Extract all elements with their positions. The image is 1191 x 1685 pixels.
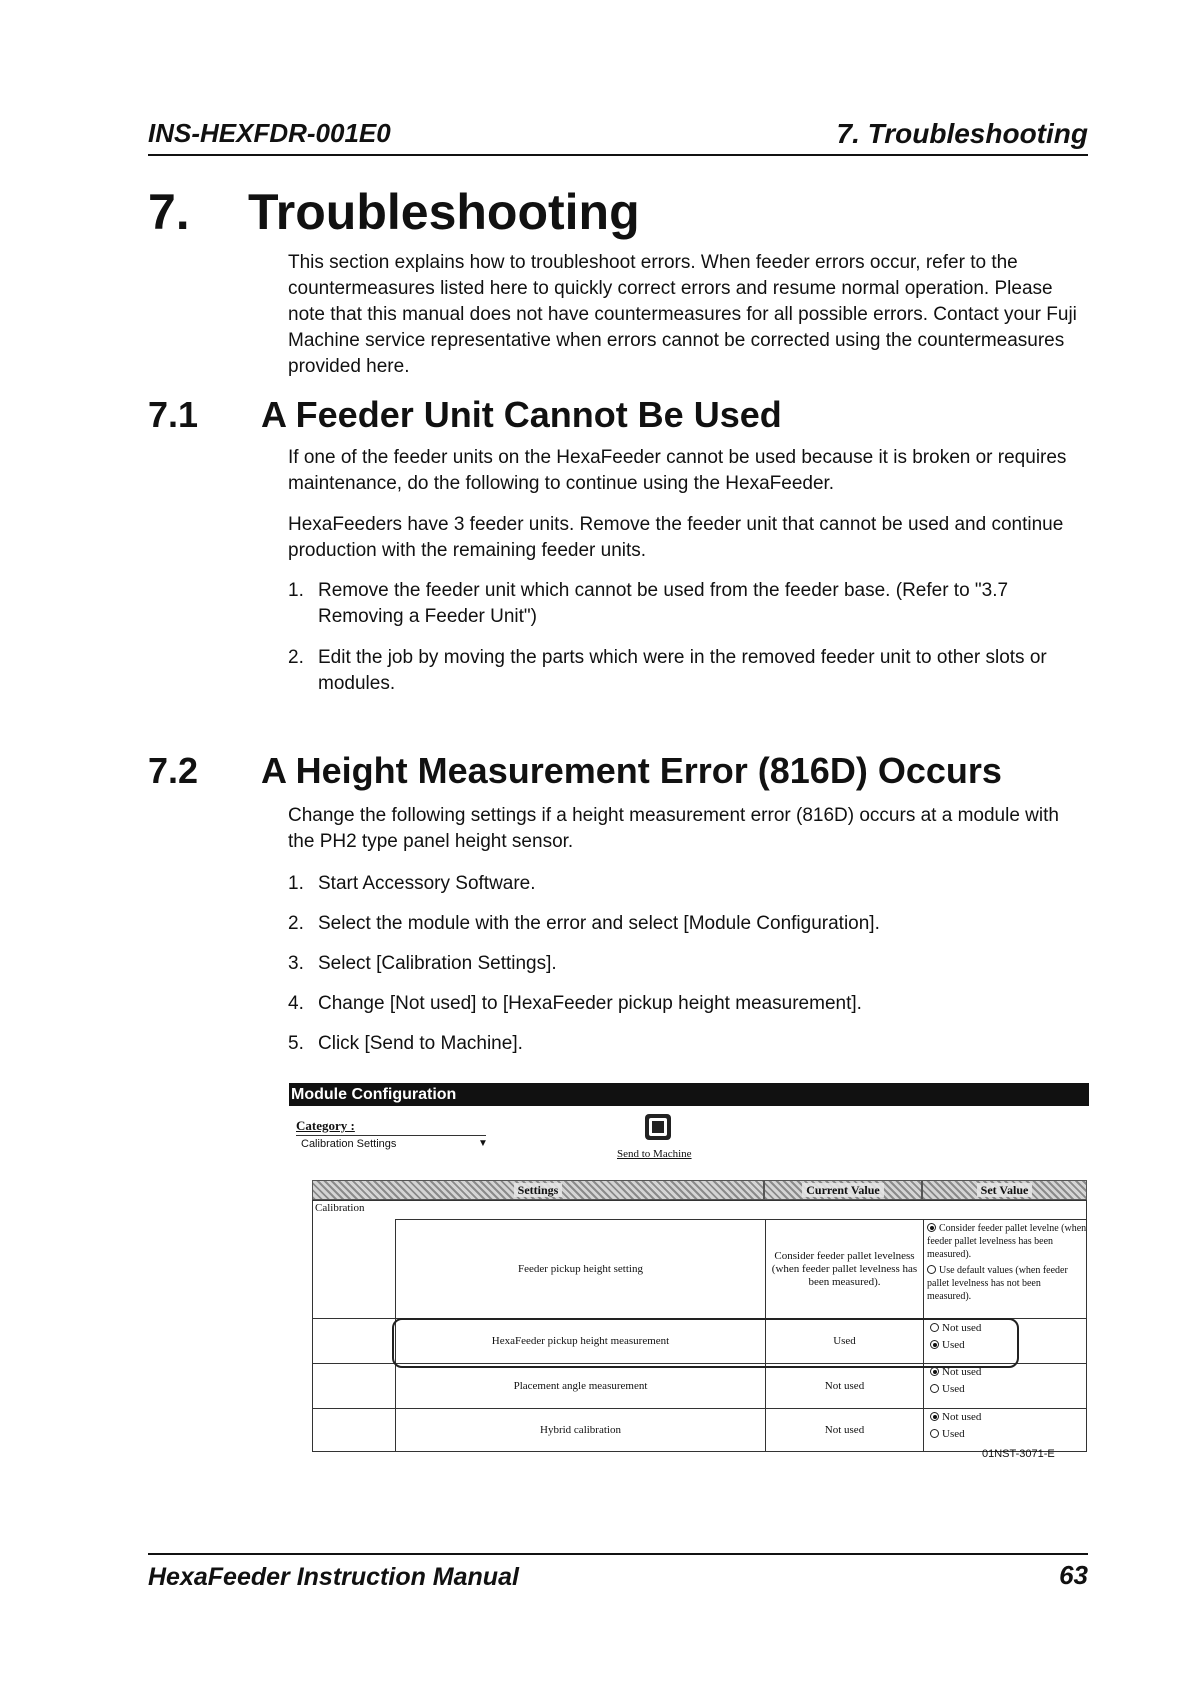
send-to-machine-button[interactable]: Send to Machine xyxy=(617,1148,692,1160)
table-row-current: Not used xyxy=(765,1363,923,1408)
highlight-outline xyxy=(392,1318,1019,1368)
section1-paragraph-2: HexaFeeders have 3 feeder units. Remove the feeder unit that cannot be used and continue production with the remaining feeder units. xyxy=(288,514,1064,561)
table-row-current: Not used xyxy=(765,1408,923,1451)
section-heading-7-1 xyxy=(148,394,782,436)
radio-selected-icon[interactable] xyxy=(930,1412,939,1421)
table-row-current: Consider feeder pallet levelness (when feeder pallet levelness has been measured). xyxy=(765,1219,923,1318)
chapter-intro: This section explains how to troubleshoot errors. When feeder errors occur, refer to the countermeasures listed here to quickly correct errors and resume normal operation. Please note that this manual does not have countermeasures for all possible errors. Contact your Fuji Machine service representative when errors cannot be corrected using the countermeasures provided here. xyxy=(288,252,1077,377)
radio-group-hybrid-calibration xyxy=(930,1411,981,1441)
chapter-heading xyxy=(148,183,640,241)
section-number: 7.2 xyxy=(148,750,199,791)
table-row-name: HexaFeeder pickup height measurement xyxy=(395,1318,765,1363)
radio-icon[interactable] xyxy=(930,1429,939,1438)
table-row-current: Used xyxy=(765,1318,923,1363)
table-row-name: Feeder pickup height setting xyxy=(395,1219,765,1318)
radio-option[interactable]: Not used xyxy=(930,1322,981,1335)
radio-selected-icon[interactable] xyxy=(930,1367,939,1376)
figure-id: 01NST-3071-E xyxy=(982,1448,1055,1460)
step-text: Click [Send to Machine]. xyxy=(318,1033,523,1054)
header-doc-id: INS-HEXFDR-001E0 xyxy=(148,118,391,148)
section-title: A Feeder Unit Cannot Be Used xyxy=(261,394,782,435)
footer-rule xyxy=(148,1553,1088,1555)
step-text: Select [Calibration Settings]. xyxy=(318,953,557,974)
send-to-machine-icon[interactable] xyxy=(643,1112,673,1142)
radio-icon[interactable] xyxy=(927,1265,936,1274)
chapter-number: 7. xyxy=(148,184,190,240)
radio-option[interactable]: Not used xyxy=(930,1411,981,1424)
footer-manual-title: HexaFeeder Instruction Manual xyxy=(148,1563,519,1591)
section2-paragraph-1: Change the following settings if a height measurement error (816D) occurs at a module with the PH2 type panel height sensor. xyxy=(288,805,1059,852)
section1-paragraph-1: If one of the feeder units on the HexaFeeder cannot be used because it is broken or requires maintenance, do the following to continue using the HexaFeeder. xyxy=(288,447,1067,494)
list-item xyxy=(288,951,1088,977)
step-text: Select the module with the error and select [Module Configuration]. xyxy=(318,913,880,934)
radio-icon[interactable] xyxy=(930,1384,939,1393)
module-configuration-titlebar: Module Configuration xyxy=(289,1083,1089,1106)
list-item xyxy=(288,871,1088,897)
list-item xyxy=(288,578,1088,630)
step-text: Edit the job by moving the parts which were in the removed feeder unit to other slots or modules. xyxy=(318,647,1047,694)
list-item xyxy=(288,1031,1088,1057)
radio-option[interactable]: Not used xyxy=(930,1366,981,1379)
header-chapter: 7. Troubleshooting xyxy=(836,118,1088,149)
step-text: Remove the feeder unit which cannot be used from the feeder base. (Refer to "3.7 Removing a Feeder Unit") xyxy=(318,580,1009,627)
table-row-name: Placement angle measurement xyxy=(395,1363,765,1408)
step-number: 4. xyxy=(288,993,304,1014)
step-number: 2. xyxy=(288,913,304,934)
step-text: Change [Not used] to [HexaFeeder pickup height measurement]. xyxy=(318,993,862,1014)
radio-option[interactable]: Used xyxy=(930,1428,981,1441)
chevron-down-icon[interactable]: ▼ xyxy=(478,1138,488,1149)
radio-option[interactable]: Consider feeder pallet levelne (when feeder pallet levelness has been measured). xyxy=(927,1223,1087,1260)
category-underline xyxy=(296,1135,486,1136)
step-number: 2. xyxy=(288,647,304,668)
column-header-set-value: Set Value xyxy=(922,1180,1087,1200)
column-header-settings: Settings xyxy=(312,1180,764,1200)
table-row-name: Hybrid calibration xyxy=(395,1408,765,1451)
list-item xyxy=(288,645,1088,697)
list-item xyxy=(288,991,1088,1017)
category-select[interactable]: Calibration Settings xyxy=(301,1138,397,1150)
radio-group-feeder-pickup xyxy=(927,1222,1087,1303)
step-number: 3. xyxy=(288,953,304,974)
section-number: 7.1 xyxy=(148,394,199,435)
page-number: 63 xyxy=(1059,1560,1088,1590)
step-number: 1. xyxy=(288,873,304,894)
step-number: 1. xyxy=(288,580,304,601)
section-title: A Height Measurement Error (816D) Occurs xyxy=(261,750,1002,791)
step-number: 5. xyxy=(288,1033,304,1054)
radio-group-placement-angle xyxy=(930,1366,981,1396)
group-label-calibration: Calibration xyxy=(315,1202,365,1214)
category-label: Category : xyxy=(296,1118,355,1133)
chapter-title: Troubleshooting xyxy=(248,184,640,240)
radio-selected-icon[interactable] xyxy=(927,1223,936,1232)
step-text: Start Accessory Software. xyxy=(318,873,536,894)
radio-option[interactable]: Used xyxy=(930,1383,981,1396)
header-rule xyxy=(148,154,1088,156)
column-header-current-value: Current Value xyxy=(764,1180,922,1200)
radio-option[interactable]: Used xyxy=(930,1339,981,1352)
section-heading-7-2 xyxy=(148,750,1002,792)
radio-option[interactable]: Use default values (when feeder pallet levelness has not been measured). xyxy=(927,1265,1068,1302)
list-item xyxy=(288,911,1088,937)
